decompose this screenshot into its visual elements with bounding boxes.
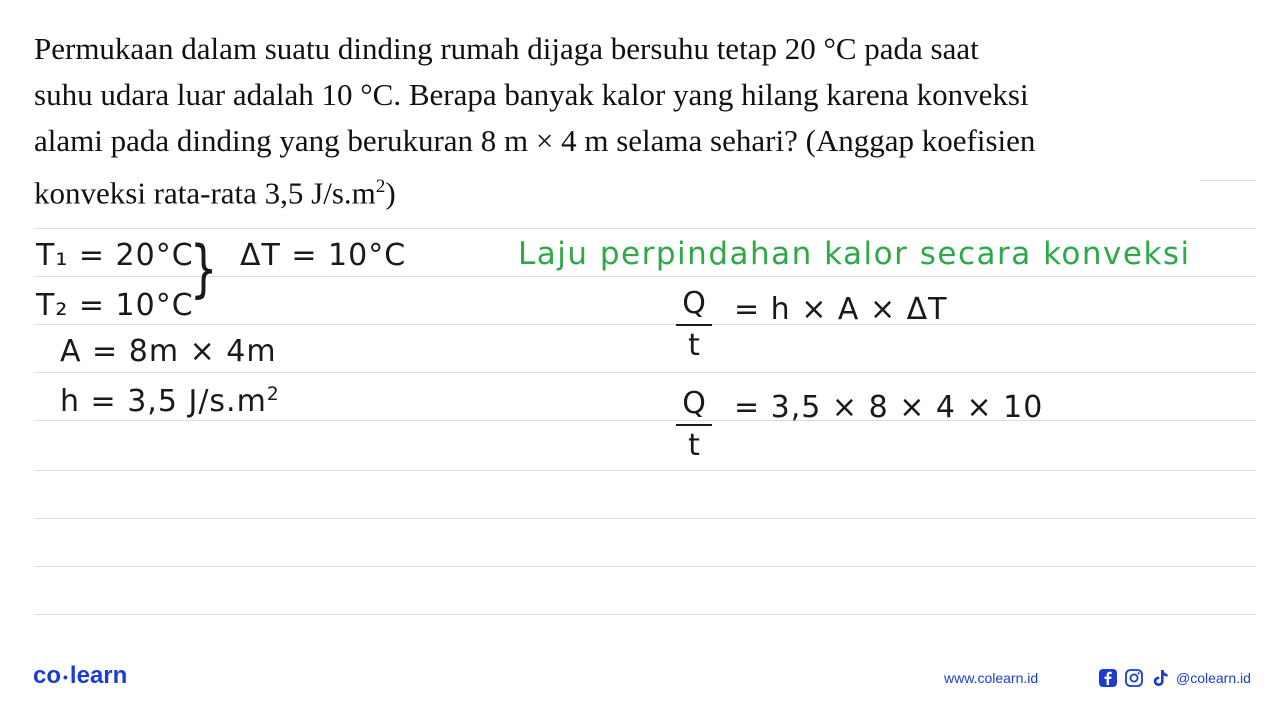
ruled-line <box>34 470 1256 471</box>
ruled-line <box>34 566 1256 567</box>
logo-dot: • <box>63 668 68 685</box>
colearn-logo <box>33 662 127 690</box>
given-h-text: h = 3,5 J/s.m <box>60 384 267 419</box>
question-line-4 <box>34 164 1204 216</box>
question-line-2: suhu udara luar adalah 10 °C. Berapa banyak kalor yang hilang karena konveksi <box>34 77 1029 112</box>
website-link[interactable]: www.colearn.id <box>944 670 1039 686</box>
given-delta-t: ΔT = 10°C <box>240 238 407 273</box>
tiktok-icon[interactable] <box>1150 668 1170 688</box>
question-line-4-text: konveksi rata-rata 3,5 J/s.m <box>34 175 376 211</box>
question-line-4-end: ) <box>385 175 396 211</box>
given-h <box>60 384 280 419</box>
fraction-numerator: Q <box>682 386 706 421</box>
given-t1: T₁ = 20°C <box>36 238 194 273</box>
question-line-1: Permukaan dalam suatu dinding rumah dijaga bersuhu tetap 20 °C pada saat <box>34 31 979 66</box>
ruled-line <box>34 228 1256 229</box>
social-handle[interactable]: @colearn.id <box>1176 670 1251 686</box>
formula-substitution: = 3,5 × 8 × 4 × 10 <box>734 390 1044 425</box>
facebook-icon[interactable] <box>1098 668 1118 688</box>
fraction-bar <box>676 324 712 326</box>
fraction-denominator: t <box>688 428 700 463</box>
fraction-bar <box>676 424 712 426</box>
ruled-line <box>34 614 1256 615</box>
given-h-exponent: 2 <box>266 384 280 405</box>
brace-symbol: } <box>189 232 218 305</box>
logo-part-learn: learn <box>69 662 128 689</box>
question-line-4-exponent: 2 <box>375 176 386 197</box>
ruled-line <box>34 420 1256 421</box>
ruled-line <box>1200 180 1256 181</box>
fraction-denominator: t <box>688 328 700 363</box>
given-area: A = 8m × 4m <box>60 334 277 369</box>
fraction-q-over-t-2 <box>676 386 712 464</box>
question-text <box>34 26 1204 216</box>
given-t2: T₂ = 10°C <box>36 288 194 323</box>
ruled-line <box>34 324 1256 325</box>
instagram-icon[interactable] <box>1124 668 1144 688</box>
question-line-3: alami pada dinding yang berukuran 8 m × 4 m selama sehari? (Anggap koefisien <box>34 123 1036 158</box>
fraction-q-over-t-1 <box>676 286 712 364</box>
fraction-numerator: Q <box>682 286 706 321</box>
formula-convection: = h × A × ΔT <box>734 292 948 327</box>
logo-part-co: co <box>33 662 62 689</box>
solution-heading: Laju perpindahan kalor secara konveksi <box>518 236 1191 272</box>
ruled-line <box>34 372 1256 373</box>
ruled-line <box>34 518 1256 519</box>
